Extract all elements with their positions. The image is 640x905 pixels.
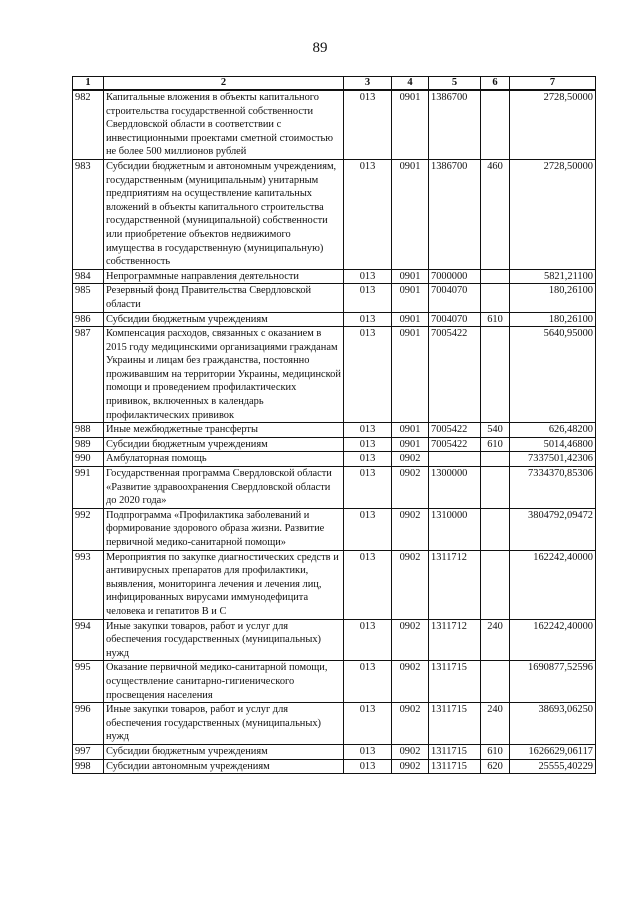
expense-name-cell: Амбулаторная помощь bbox=[104, 452, 344, 467]
expense-name-cell: Иные межбюджетные трансферты bbox=[104, 423, 344, 438]
expense-name-cell: Резервный фонд Правительства Свердловской области bbox=[104, 284, 344, 312]
row-number-cell: 994 bbox=[73, 619, 104, 661]
ministry-code-cell: 013 bbox=[344, 312, 392, 327]
ministry-code-cell: 013 bbox=[344, 703, 392, 745]
expense-name-cell: Субсидии бюджетным и автономным учреждениям, государственным (муниципальным) унитарным предприятиям на осуществление капитальных вложений в объекты капитального строительства государственной (муниципальной) собственности или приобретение объектов недвижимого имущества в государственную (муниципальную) собственность bbox=[104, 159, 344, 269]
page-number: 89 bbox=[312, 40, 328, 56]
row-number-cell: 987 bbox=[73, 327, 104, 423]
expense-name-cell: Капитальные вложения в объекты капитального строительства государственной собственности Свердловской области в соответствии с инвестиционными проектами сметной стоимостью не более 500 миллионов рублей bbox=[104, 90, 344, 159]
ministry-code-cell: 013 bbox=[344, 423, 392, 438]
header-col-1: 1 bbox=[73, 77, 104, 91]
ministry-code-cell: 013 bbox=[344, 284, 392, 312]
table-body bbox=[73, 90, 596, 774]
amount-cell: 5821,21100 bbox=[510, 269, 596, 284]
target-code-cell: 7005422 bbox=[429, 423, 481, 438]
section-code-cell: 0902 bbox=[392, 744, 429, 759]
row-number-cell: 993 bbox=[73, 550, 104, 619]
row-number-cell: 995 bbox=[73, 661, 104, 703]
row-number-cell: 982 bbox=[73, 90, 104, 159]
table-row bbox=[73, 661, 596, 703]
expense-type-code-cell bbox=[481, 508, 510, 550]
section-code-cell: 0902 bbox=[392, 703, 429, 745]
row-number-cell: 986 bbox=[73, 312, 104, 327]
section-code-cell: 0901 bbox=[392, 284, 429, 312]
amount-cell: 2728,50000 bbox=[510, 90, 596, 159]
row-number-cell: 988 bbox=[73, 423, 104, 438]
section-code-cell: 0902 bbox=[392, 508, 429, 550]
expense-type-code-cell bbox=[481, 452, 510, 467]
ministry-code-cell: 013 bbox=[344, 508, 392, 550]
table-row bbox=[73, 703, 596, 745]
expense-name-cell: Субсидии автономным учреждениям bbox=[104, 759, 344, 774]
expense-name-cell: Государственная программа Свердловской области «Развитие здравоохранения Свердловской области до 2020 года» bbox=[104, 467, 344, 509]
ministry-code-cell: 013 bbox=[344, 327, 392, 423]
row-number-cell: 996 bbox=[73, 703, 104, 745]
section-code-cell: 0902 bbox=[392, 467, 429, 509]
expense-type-code-cell bbox=[481, 284, 510, 312]
section-code-cell: 0902 bbox=[392, 452, 429, 467]
amount-cell: 1690877,52596 bbox=[510, 661, 596, 703]
target-code-cell: 7005422 bbox=[429, 327, 481, 423]
expense-type-code-cell bbox=[481, 269, 510, 284]
target-code-cell: 1300000 bbox=[429, 467, 481, 509]
expense-type-code-cell bbox=[481, 90, 510, 159]
table-header bbox=[73, 77, 596, 91]
amount-cell: 3804792,09472 bbox=[510, 508, 596, 550]
table-row bbox=[73, 90, 596, 159]
header-col-3: 3 bbox=[344, 77, 392, 91]
expense-name-cell: Подпрограмма «Профилактика заболеваний и формирование здорового образа жизни. Развитие первичной медико-санитарной помощи» bbox=[104, 508, 344, 550]
expense-type-code-cell: 620 bbox=[481, 759, 510, 774]
target-code-cell bbox=[429, 452, 481, 467]
amount-cell: 38693,06250 bbox=[510, 703, 596, 745]
table-row bbox=[73, 550, 596, 619]
target-code-cell: 1311715 bbox=[429, 744, 481, 759]
amount-cell: 7334370,85306 bbox=[510, 467, 596, 509]
row-number-cell: 990 bbox=[73, 452, 104, 467]
expense-name-cell: Непрограммные направления деятельности bbox=[104, 269, 344, 284]
table-row bbox=[73, 619, 596, 661]
row-number-cell: 984 bbox=[73, 269, 104, 284]
expense-name-cell: Мероприятия по закупке диагностических средств и антивирусных препаратов для профилактики, выявления, мониторинга лечения и лечения лиц, инфицированных вирусами иммунодефицита человека и гепатитов В и С bbox=[104, 550, 344, 619]
expense-name-cell: Субсидии бюджетным учреждениям bbox=[104, 312, 344, 327]
expense-type-code-cell bbox=[481, 550, 510, 619]
row-number-cell: 991 bbox=[73, 467, 104, 509]
amount-cell: 5014,46800 bbox=[510, 437, 596, 452]
table-row bbox=[73, 744, 596, 759]
row-number-cell: 997 bbox=[73, 744, 104, 759]
table-row bbox=[73, 312, 596, 327]
row-number-cell: 983 bbox=[73, 159, 104, 269]
row-number-cell: 998 bbox=[73, 759, 104, 774]
section-code-cell: 0901 bbox=[392, 312, 429, 327]
ministry-code-cell: 013 bbox=[344, 619, 392, 661]
ministry-code-cell: 013 bbox=[344, 90, 392, 159]
table-row bbox=[73, 284, 596, 312]
row-number-cell: 992 bbox=[73, 508, 104, 550]
table-row bbox=[73, 159, 596, 269]
expense-name-cell: Компенсация расходов, связанных с оказанием в 2015 году медицинскими организациями гражданам Украины и лицам без гражданства, постоянно проживавшим на территории Украины, медицинской помощи и проведением профилактических прививок, включенных в календарь профилактических прививок bbox=[104, 327, 344, 423]
amount-cell: 7337501,42306 bbox=[510, 452, 596, 467]
section-code-cell: 0902 bbox=[392, 550, 429, 619]
table-row bbox=[73, 508, 596, 550]
target-code-cell: 1386700 bbox=[429, 159, 481, 269]
amount-cell: 162242,40000 bbox=[510, 550, 596, 619]
target-code-cell: 7004070 bbox=[429, 312, 481, 327]
expense-type-code-cell: 540 bbox=[481, 423, 510, 438]
ministry-code-cell: 013 bbox=[344, 661, 392, 703]
ministry-code-cell: 013 bbox=[344, 744, 392, 759]
table-row bbox=[73, 467, 596, 509]
target-code-cell: 1311715 bbox=[429, 661, 481, 703]
target-code-cell: 1311715 bbox=[429, 703, 481, 745]
row-number-cell: 989 bbox=[73, 437, 104, 452]
expense-type-code-cell bbox=[481, 467, 510, 509]
expense-name-cell: Субсидии бюджетным учреждениям bbox=[104, 437, 344, 452]
expense-name-cell: Иные закупки товаров, работ и услуг для обеспечения государственных (муниципальных) нужд bbox=[104, 619, 344, 661]
target-code-cell: 1311712 bbox=[429, 619, 481, 661]
amount-cell: 5640,95000 bbox=[510, 327, 596, 423]
target-code-cell: 1311712 bbox=[429, 550, 481, 619]
section-code-cell: 0901 bbox=[392, 437, 429, 452]
ministry-code-cell: 013 bbox=[344, 159, 392, 269]
expense-name-cell: Оказание первичной медико-санитарной помощи, осуществление санитарно-гигиенического просвещения населения bbox=[104, 661, 344, 703]
ministry-code-cell: 013 bbox=[344, 269, 392, 284]
section-code-cell: 0901 bbox=[392, 90, 429, 159]
section-code-cell: 0901 bbox=[392, 269, 429, 284]
expense-type-code-cell: 610 bbox=[481, 437, 510, 452]
ministry-code-cell: 013 bbox=[344, 550, 392, 619]
expense-type-code-cell bbox=[481, 661, 510, 703]
section-code-cell: 0902 bbox=[392, 619, 429, 661]
amount-cell: 162242,40000 bbox=[510, 619, 596, 661]
header-col-4: 4 bbox=[392, 77, 429, 91]
expense-type-code-cell: 610 bbox=[481, 744, 510, 759]
table-row bbox=[73, 452, 596, 467]
expense-type-code-cell: 240 bbox=[481, 619, 510, 661]
expense-type-code-cell: 460 bbox=[481, 159, 510, 269]
section-code-cell: 0902 bbox=[392, 661, 429, 703]
table-row bbox=[73, 437, 596, 452]
table-row bbox=[73, 759, 596, 774]
table-row bbox=[73, 423, 596, 438]
expense-type-code-cell: 610 bbox=[481, 312, 510, 327]
header-col-5: 5 bbox=[429, 77, 481, 91]
amount-cell: 1626629,06117 bbox=[510, 744, 596, 759]
amount-cell: 25555,40229 bbox=[510, 759, 596, 774]
target-code-cell: 1311715 bbox=[429, 759, 481, 774]
expense-name-cell: Иные закупки товаров, работ и услуг для обеспечения государственных (муниципальных) нужд bbox=[104, 703, 344, 745]
budget-table bbox=[72, 76, 596, 774]
row-number-cell: 985 bbox=[73, 284, 104, 312]
ministry-code-cell: 013 bbox=[344, 759, 392, 774]
header-row bbox=[73, 77, 596, 91]
target-code-cell: 1310000 bbox=[429, 508, 481, 550]
section-code-cell: 0902 bbox=[392, 759, 429, 774]
expense-type-code-cell bbox=[481, 327, 510, 423]
section-code-cell: 0901 bbox=[392, 159, 429, 269]
header-col-2: 2 bbox=[104, 77, 344, 91]
amount-cell: 2728,50000 bbox=[510, 159, 596, 269]
table-row bbox=[73, 269, 596, 284]
target-code-cell: 7004070 bbox=[429, 284, 481, 312]
expense-type-code-cell: 240 bbox=[481, 703, 510, 745]
amount-cell: 180,26100 bbox=[510, 312, 596, 327]
target-code-cell: 7005422 bbox=[429, 437, 481, 452]
ministry-code-cell: 013 bbox=[344, 452, 392, 467]
ministry-code-cell: 013 bbox=[344, 437, 392, 452]
amount-cell: 626,48200 bbox=[510, 423, 596, 438]
header-col-6: 6 bbox=[481, 77, 510, 91]
ministry-code-cell: 013 bbox=[344, 467, 392, 509]
section-code-cell: 0901 bbox=[392, 423, 429, 438]
expense-name-cell: Субсидии бюджетным учреждениям bbox=[104, 744, 344, 759]
amount-cell: 180,26100 bbox=[510, 284, 596, 312]
target-code-cell: 7000000 bbox=[429, 269, 481, 284]
section-code-cell: 0901 bbox=[392, 327, 429, 423]
header-col-7: 7 bbox=[510, 77, 596, 91]
target-code-cell: 1386700 bbox=[429, 90, 481, 159]
table-row bbox=[73, 327, 596, 423]
